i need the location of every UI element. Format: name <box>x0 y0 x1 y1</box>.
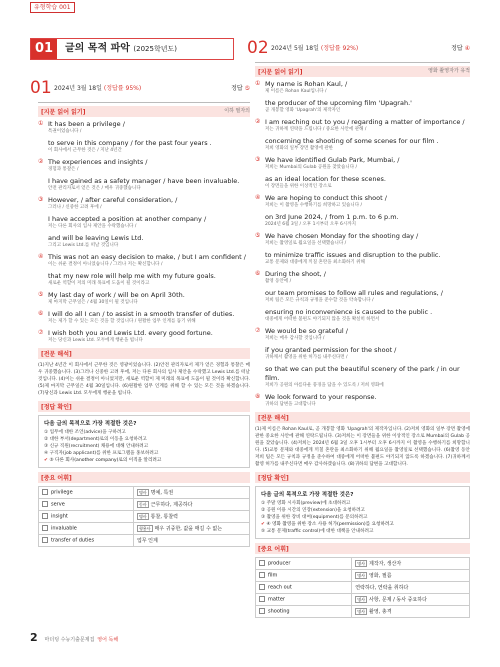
sentence-line <box>38 177 250 192</box>
english-text: My last day of work / will be on April 30th. <box>48 291 185 299</box>
part-of-speech: 명사 <box>357 609 366 614</box>
sentence-line <box>38 215 250 230</box>
section-header <box>30 38 234 60</box>
korean-gloss: 새로운 역할이 저의 미래 목표에 도움이 될 것이라고 <box>48 281 150 286</box>
reading-section-label: [지문 읽어 읽기] 영화 촬영자가 유적 <box>255 66 470 77</box>
vocab-word: transfer of duties <box>51 537 95 544</box>
vocab-row <box>256 570 470 582</box>
korean-gloss: 이는 쉬운 결정이 아니었습니다 / 그러나 저는 확신합니다 / <box>48 262 163 267</box>
english-text: However, / after careful consideration, / <box>48 196 178 204</box>
quiz-options <box>261 500 464 535</box>
korean-gloss: 이 장면들을 위한 이상적인 장소로 <box>265 184 332 189</box>
vocab-label: [중요 어휘] <box>255 543 470 554</box>
english-text: I have gained as a safety manager / have been invaluable. <box>48 177 240 185</box>
divider <box>255 62 470 63</box>
quiz-option: ✔ ⑤ 다른 회사(another company)로의 이직을 알리려고 <box>44 458 162 463</box>
english-text: concerning the shooting of some scenes for our film . <box>265 137 439 145</box>
part-of-speech: 명사 <box>357 597 366 602</box>
sentence-line <box>255 270 470 285</box>
vocab-meaning: 명예, 특권 <box>150 490 174 496</box>
sentence-line <box>38 310 250 325</box>
vocab-row <box>39 535 250 547</box>
translation-text: (1)제 이름은 Rohan Kaul로, 곧 개봉할 영화 'Upagrah'의 제작자입니다. (2)저희 영화의 일부 장면 촬영에 관한 중요한 사안에 관해 연락드립니다. (3)저희는 이 장면들을 위한 이상적인 장소로 Mumbai의 Gulab 공원을 찾았습니다. (4)저희는 2024년 6월 3일 오후 1시부터 오후 6시까지 이 촬영을 수행하기를 희망합니다. (5)교통 문제와 대중에게 끼칠 혼란을 최소화하기 위해 월요일을 촬영일로 선택했습니다. (6)촬영 동안 저희 팀은 모든 규칙과 규정을 준수하여 대중에게 어떠한 불편도 야기되지 않도록 하겠습니다. (7)귀하께서 촬영 허가를 내주신다면 매우 감사하겠습니다. (8)귀하의 답변을 고대합니다. <box>255 427 470 467</box>
checkbox-icon[interactable] <box>42 537 48 543</box>
page-footer <box>30 631 118 644</box>
sentence-line <box>255 213 470 228</box>
vocab-word: serve <box>51 501 65 508</box>
english-text: the producer of the upcoming film 'Upagrah.' <box>265 99 412 107</box>
english-text: We have identified Gulab Park, Mumbai, / <box>265 156 400 164</box>
vocab-row <box>39 487 250 499</box>
sentence-number: ⑤ <box>38 291 44 298</box>
checkbox-icon[interactable] <box>259 608 265 614</box>
sentence-line <box>255 137 470 152</box>
korean-gloss: 대중에게 어떠한 불편도 야기되지 않을 것을 확실히 하면서 <box>265 317 380 322</box>
quiz-options <box>44 429 244 464</box>
korean-gloss: 저는 다른 회사의 입사 제안을 수락했습니다 / <box>48 224 137 229</box>
sentence-line <box>38 120 250 135</box>
english-text: We have chosen Monday for the shooting day / <box>265 232 419 240</box>
vocab-row <box>256 582 470 594</box>
checkbox-icon[interactable] <box>42 489 48 495</box>
check-mark-icon: ✔ <box>44 458 50 463</box>
sentence-number: ③ <box>38 196 44 203</box>
sentence-number: ① <box>38 120 44 127</box>
english-text: that my new role will help me with my future goals. <box>48 272 216 280</box>
sentence-number: ③ <box>255 156 261 163</box>
korean-gloss: 저는 당신과 Lewis Ltd. 모두에게 행운을 빕니다 <box>48 338 143 343</box>
vocab-meaning: 제작자, 생산자 <box>369 561 402 567</box>
korean-gloss: 저희는 촬영일로 월요일을 선택했습니다 / <box>265 241 347 246</box>
part-of-speech: 명사 <box>138 514 147 519</box>
quiz-option: ① 주말 영화 시사회(preview)에 초대하려고 <box>261 501 351 506</box>
vocab-row <box>256 558 470 570</box>
sentence-number: ② <box>38 158 44 165</box>
vocab-meaning: 사항, 문제 / 동사 중요하다 <box>369 597 427 603</box>
korean-gloss: 특권이었습니다 / <box>48 129 82 134</box>
quiz-option: ⑤ 교통 문제(traffic control)에 대한 대책을 안내하려고 <box>261 529 374 534</box>
vocab-word: shooting <box>268 608 290 615</box>
vocab-word: privilege <box>51 489 73 496</box>
korean-gloss: 경험과 통찰은 / <box>48 167 79 172</box>
reading-section-label: [지문 읽어 읽기] 이하 필자의 <box>38 106 250 117</box>
part-of-speech: 형용사 <box>138 526 151 531</box>
sentence-line <box>255 156 470 171</box>
sentence-line <box>255 194 470 209</box>
korean-gloss: 곧 개봉할 영화 'Upagrah'의 제작자인 <box>265 108 341 113</box>
answer-check-label: [정답 확인] <box>255 472 470 483</box>
page-number: 2 <box>30 631 38 644</box>
english-text: I will do all I can / to assist in a smooth transfer of duties. <box>48 310 235 318</box>
english-text: to minimize traffic issues and disruption to the public. <box>265 251 441 259</box>
translation-text: (1)지난 4년간 이 회사에서 근무한 것은 영광이었습니다. (2)안전 관리자로서 제가 얻은 경험과 통찰은 매우 귀중했습니다. (3)그러나 신중한 고려 후에, 저는 다른 회사의 입사 제안을 수락했고 Lewis Ltd.를 떠날 것입니다. (4)이는 쉬운 결정이 아니었지만, 새로운 역할이 제 미래의 목표에 도움이 될 것이라 확신합니다. (5)제 마지막 근무일은 4월 30일입니다. (6)원활한 업무 인계를 위해 할 수 있는 모든 것을 하겠습니다. (7)당신과 Lewis Ltd. 모두에게 행운을 빕니다. <box>38 363 250 396</box>
sentence-line <box>38 158 250 173</box>
checkbox-icon[interactable] <box>259 596 265 602</box>
vocab-word: invaluable <box>51 525 77 532</box>
sentence-line <box>38 291 250 306</box>
korean-gloss: 귀하께서 촬영을 위한 허가를 내주신다면 / <box>265 355 348 360</box>
vocab-word: reach out <box>268 584 292 591</box>
english-text: This was not an easy decision to make, / but I am confident / <box>48 253 246 261</box>
korean-gloss: 교통 문제와 대중에게 끼칠 혼란을 최소화하기 위해 <box>265 260 365 265</box>
sentence-number: ④ <box>255 194 261 201</box>
korean-gloss: 촬영 동안에 / <box>265 279 292 284</box>
korean-gloss: 그리고 Lewis Ltd.를 떠날 것입니다 <box>48 243 119 248</box>
sentence-line <box>255 251 470 266</box>
vocab-label: [중요 어휘] <box>38 472 250 483</box>
sentence-line <box>38 272 250 287</box>
checkbox-icon[interactable] <box>42 501 48 507</box>
vocab-row <box>256 594 470 606</box>
sentence-line <box>38 253 250 268</box>
category-tag: 유형학습 001 <box>30 2 75 13</box>
part-of-speech: 명사 <box>138 490 147 495</box>
sentence-number: ① <box>255 80 261 87</box>
question-date: 2024년 5월 18일 (정답률 92%) <box>271 45 359 52</box>
vocab-row <box>39 523 250 535</box>
sentence-number: ⑦ <box>38 329 44 336</box>
english-text: if you granted permission for the shoot / <box>265 346 397 354</box>
korean-gloss: 저희는 이 촬영을 수행하기를 희망하고 있습니다 / <box>265 203 363 208</box>
vocab-meaning: 연락하다, 연락을 취하다 <box>355 585 409 591</box>
sentence-number: ⑥ <box>255 270 261 277</box>
korean-gloss: 귀하의 답변을 고대합니다 <box>265 402 316 407</box>
vocab-table <box>38 486 250 547</box>
checkbox-icon[interactable] <box>259 572 265 578</box>
section-number: 01 <box>31 39 57 59</box>
question-header-01 <box>30 78 250 100</box>
book-section: 영어 독해 <box>97 637 119 643</box>
sentence-list <box>255 80 470 408</box>
vocab-word: film <box>268 572 278 579</box>
korean-gloss: 저희는 Mumbai의 Gulab 공원을 찾았습니다 / <box>265 165 358 170</box>
english-text: I wish both you and Lewis Ltd. every good fortune. <box>48 329 213 337</box>
english-text: We look forward to your response. <box>265 393 377 401</box>
question-number: 02 <box>247 38 269 58</box>
korean-gloss: 이 회사에서 근무한 것은 / 지난 4년간 <box>48 148 122 153</box>
english-text: We are hoping to conduct this shoot / <box>265 194 387 202</box>
vocab-meaning: 매우 귀중한, 값을 매길 수 없는 <box>154 526 223 532</box>
section-year: (2025학년도) <box>133 45 177 53</box>
answer-check-label: [정답 확인] <box>38 401 250 412</box>
quiz-box <box>255 486 470 539</box>
sentence-line <box>38 139 250 154</box>
vocab-meaning: 업무 인계 <box>136 538 158 544</box>
divider <box>38 102 250 103</box>
vocab-meaning: 영화, 필름 <box>369 573 392 579</box>
quiz-question: 다음 글의 목적으로 가장 적절한 것은? <box>261 492 354 498</box>
english-text: ensuring no inconvenience is caused to the public . <box>265 308 433 316</box>
korean-gloss: 저는 제가 할 수 있는 모든 것을 할 것입니다 / 원활한 업무 인계를 돕기 위해 <box>48 319 196 324</box>
sentence-number: ② <box>255 118 261 125</box>
korean-gloss: 저는 귀하께 연락을 드립니다 / 중요한 사안에 관해 / <box>265 127 367 132</box>
vocab-meaning: 촬영, 총격 <box>369 609 392 615</box>
vocab-meaning: 통찰, 통찰력 <box>150 514 179 520</box>
korean-gloss: 저희 팀은 모든 규칙과 규정을 준수할 것을 약속합니다 / <box>265 298 374 303</box>
answer-label: 정답 ⑤ <box>231 85 250 92</box>
checkbox-icon[interactable] <box>259 560 265 566</box>
translation-label: [전문 해석] <box>255 412 470 423</box>
korean-gloss: 제 마지막 근무일은 / 4월 30일이 될 것입니다 <box>48 300 138 305</box>
sentence-line <box>255 327 470 342</box>
sentence-number: ⑥ <box>38 310 44 317</box>
vocab-row <box>39 511 250 523</box>
book-title: 마더텅 수능기출문제집 <box>44 637 95 643</box>
korean-gloss: 저희가 공원의 아름다운 풍경을 담을 수 있도록 / 저희 영화에 <box>265 383 384 388</box>
english-text: so that we can put the beautiful scenery of the park / in our film. <box>265 365 460 382</box>
english-text: as an ideal location for these scenes. <box>265 175 386 183</box>
korean-gloss: 2024년 6월 3일 / 오후 1시부터 오후 6시까지 <box>265 222 356 227</box>
quiz-option: ④ 구직자(job applicant)를 위한 프로그램을 홍보하려고 <box>44 451 159 456</box>
sentence-line <box>38 196 250 211</box>
quiz-option: ③ 신규 직원(recruitment) 채용에 대해 안내하려고 <box>44 444 149 449</box>
sentence-number: ④ <box>38 253 44 260</box>
sentence-line <box>255 80 470 95</box>
question-date: 2024년 3월 18일 (정답률 95%) <box>54 85 142 92</box>
english-text: to serve in this company / for the past four years . <box>48 139 212 147</box>
english-text: our team promises to follow all rules and regulations, / <box>265 289 443 297</box>
question-header-02 <box>247 38 470 60</box>
sentence-line <box>255 118 470 133</box>
vocab-word: insight <box>51 513 68 520</box>
checkbox-icon[interactable] <box>42 513 48 519</box>
english-text: We would be so grateful / <box>265 327 348 335</box>
check-mark-icon: ✔ <box>261 522 267 527</box>
sentence-line <box>38 234 250 249</box>
korean-gloss: 안전 관리자로서 얻은 것은 / 매우 귀중했습니다 <box>48 186 141 191</box>
translation-label: [전문 해석] <box>38 348 250 359</box>
sentence-line <box>255 393 470 408</box>
english-text: It has been a privilege / <box>48 120 125 128</box>
vocab-row <box>256 606 470 618</box>
english-text: I have accepted a position at another company / <box>48 215 207 223</box>
vocab-word: matter <box>268 596 285 603</box>
vocab-word: producer <box>268 560 291 567</box>
quiz-option: ② 공원 이용 시간의 연장(extension)을 요청하려고 <box>261 508 365 513</box>
sentence-line <box>38 329 250 344</box>
quiz-box <box>38 415 250 468</box>
english-text: During the shoot, / <box>265 270 326 278</box>
korean-gloss: 그러나 / 신중한 고려 후에 / <box>48 205 102 210</box>
vocab-meaning: 근무하다, 제공하다 <box>150 502 193 508</box>
sentence-line <box>255 99 470 114</box>
english-text: My name is Rohan Kaul, / <box>265 80 348 88</box>
part-of-speech: 동사 <box>138 502 147 507</box>
sentence-line <box>255 289 470 304</box>
answer-label: 정답 ④ <box>451 45 470 52</box>
english-text: I am reaching out to you / regarding a matter of importance / <box>265 118 465 126</box>
quiz-option: ✔ ④ 영화 촬영을 위한 장소 사용 허가(permission)를 요청하려고 <box>261 522 394 527</box>
part-of-speech: 명사 <box>357 561 366 566</box>
checkbox-icon[interactable] <box>42 525 48 531</box>
korean-gloss: 저희 영화의 일부 장면 촬영에 관한 <box>265 146 334 151</box>
section-title <box>65 41 177 57</box>
quiz-option: ① 업무에 대한 조언(advice)을 구하려고 <box>44 430 126 435</box>
part-of-speech: 명사 <box>357 573 366 578</box>
quiz-option: ② 대한 부서(department)로의 이동을 요청하려고 <box>44 437 147 442</box>
right-column <box>247 38 470 618</box>
english-text: on 3rd June 2024, / from 1 p.m. to 6 p.m. <box>265 213 399 221</box>
sentence-number: ⑧ <box>255 393 261 400</box>
quiz-option: ③ 촬영을 위한 장비 대여(equipment)를 문의하려고 <box>261 515 368 520</box>
quiz-question: 다음 글의 목적으로 가장 적절한 것은? <box>44 421 137 427</box>
korean-gloss: 저희는 매우 감사할 것입니다 / <box>265 336 325 341</box>
sentence-list <box>38 120 250 344</box>
english-text: and will be leaving Lewis Ltd. <box>48 234 144 242</box>
section-title-text: 글의 목적 파악 <box>65 43 130 54</box>
sentence-line <box>255 232 470 247</box>
korean-gloss: 제 이름은 Rohan Kaul입니다 / <box>265 89 327 94</box>
sentence-line <box>255 346 470 361</box>
vocab-table <box>255 557 470 618</box>
english-text: The experiences and insights / <box>48 158 148 166</box>
sentence-number: ⑤ <box>255 232 261 239</box>
vocab-row <box>39 499 250 511</box>
sentence-line <box>255 308 470 323</box>
sentence-line <box>255 365 470 389</box>
sentence-line <box>255 175 470 190</box>
sentence-number: ⑦ <box>255 327 261 334</box>
question-number: 01 <box>30 78 52 98</box>
checkbox-icon[interactable] <box>259 584 265 590</box>
left-column <box>30 78 250 547</box>
